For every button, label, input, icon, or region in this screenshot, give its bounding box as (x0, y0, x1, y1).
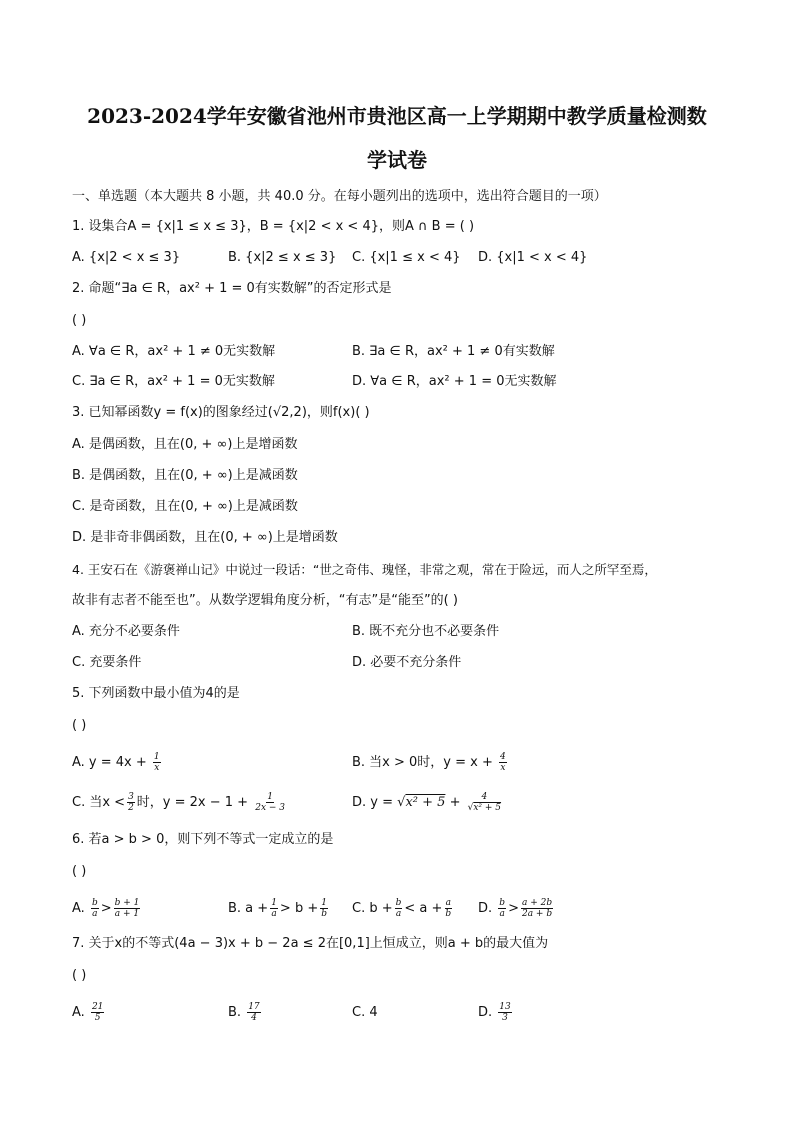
q7-a-prefix: A. (72, 1005, 85, 1020)
q5-option-d (352, 792, 504, 813)
q3-stem: 3. 已知幂函数y = f(x)的图象经过(√2,2)，则f(x)( ) (72, 405, 370, 420)
q6-d-d1: a (499, 909, 505, 919)
section-heading: 一、单选题（本大题共 8 小题，共 40.0 分。在每小题列出的选项中，选出符合题目的一项） (72, 189, 607, 204)
q6-a-frac1 (91, 898, 99, 919)
q5-b-prefix: B. 当x > 0时，y = x + (352, 755, 493, 770)
q1-option-b: B. {x|2 ≤ x ≤ 3} (228, 250, 337, 265)
q2-stem: 2. 命题“∃a ∈ R，ax² + 1 = 0有实数解”的否定形式是 (72, 281, 392, 296)
q5-d-plus: + (449, 795, 461, 810)
q6-b-n1: 1 (271, 898, 277, 908)
q5-b-num: 4 (500, 752, 506, 762)
q6-b-frac2 (320, 898, 328, 919)
q5-c-fraction (127, 792, 135, 813)
q6-a-gt: > (100, 901, 112, 916)
q5-a-prefix: A. y = 4x + (72, 755, 147, 770)
q5-c-fraction2 (254, 792, 286, 813)
q3-option-b: B. 是偶函数，且在(0, + ∞)上是减函数 (72, 468, 298, 483)
q6-c-n1: b (395, 898, 402, 908)
q6-a-d1: a (92, 909, 98, 919)
q6-b-frac1 (270, 898, 278, 919)
q1-option-c: C. {x|1 ≤ x < 4} (352, 250, 461, 265)
q6-c-d1: a (395, 909, 402, 919)
q7-option-b (228, 1002, 263, 1023)
q5-c-num2: 1 (267, 792, 273, 802)
q5-c-num: 3 (128, 792, 134, 802)
q6-d-frac1 (498, 898, 506, 919)
q5-c-den: 2 (128, 803, 134, 813)
q7-d-prefix: D. (478, 1005, 493, 1020)
q6-stem: 6. 若a > b > 0，则下列不等式一定成立的是 (72, 832, 334, 847)
q6-d-d2: 2a + b (521, 909, 553, 919)
q2-option-a: A. ∀a ∈ R，ax² + 1 ≠ 0无实数解 (72, 344, 276, 359)
q5-b-fraction (499, 752, 507, 773)
q6-c-mid: < a + (404, 901, 443, 916)
q7-b-num: 17 (248, 1002, 260, 1012)
q6-a-n2: b + 1 (114, 898, 140, 908)
q6-d-n1: b (499, 898, 506, 908)
q2-paren: ( ) (72, 313, 87, 328)
q6-d-gt: > (508, 901, 519, 916)
q4-option-c: C. 充要条件 (72, 655, 142, 670)
q7-d-den: 3 (502, 1013, 508, 1023)
q5-d-den-root: x² + 5 (473, 803, 502, 813)
q3-option-c: C. 是奇函数，且在(0, + ∞)上是减函数 (72, 499, 298, 514)
q6-a-d2: a + 1 (114, 909, 140, 919)
q5-d-num: 4 (481, 792, 488, 802)
q5-b-den: x (500, 763, 506, 773)
q2-option-d: D. ∀a ∈ R，ax² + 1 = 0无实数解 (352, 374, 557, 389)
q3-option-a: A. 是偶函数，且在(0, + ∞)上是增函数 (72, 437, 298, 452)
q5-d-sqrt: √x² + 5 (397, 795, 446, 810)
q5-option-a (72, 752, 163, 773)
q6-b-mid: > b + (279, 901, 319, 916)
q2-option-c: C. ∃a ∈ R，ax² + 1 = 0无实数解 (72, 374, 275, 389)
q7-b-fraction (247, 1002, 260, 1023)
q5-a-fraction (153, 752, 161, 773)
q6-option-a (72, 898, 142, 919)
q6-c-frac1 (395, 898, 403, 919)
q3-option-d: D. 是非奇非偶函数，且在(0, + ∞)上是增函数 (72, 530, 338, 545)
q5-d-root: x² + 5 (405, 795, 446, 810)
q5-a-num: 1 (153, 752, 160, 762)
q5-d-den: √x² + 5 (467, 803, 502, 813)
q1-stem: 1. 设集合A = {x|1 ≤ x ≤ 3}，B = {x|2 < x < 4}，则A ∩ B = ( ) (72, 219, 475, 234)
q1-option-a: A. {x|2 < x ≤ 3} (72, 250, 181, 265)
q5-d-prefix: D. y = (352, 795, 393, 810)
q2-option-b: B. ∃a ∈ R，ax² + 1 ≠ 0有实数解 (352, 344, 555, 359)
exam-title-line2: 学试卷 (367, 148, 427, 172)
q5-c-prefix: C. 当x < (72, 795, 126, 810)
q6-option-b (228, 898, 330, 919)
q6-d-n2: a + 2b (521, 898, 553, 908)
q7-paren: ( ) (72, 968, 87, 983)
q5-a-den: x (154, 763, 160, 773)
q6-c-frac2 (444, 898, 452, 919)
q7-a-num: 21 (91, 1002, 104, 1012)
q6-b-prefix: B. a + (228, 901, 269, 916)
q6-b-d1: a (271, 909, 277, 919)
q7-d-num: 13 (499, 1002, 511, 1012)
q4-stem-line2: 故非有志者不能至也”。从数学逻辑角度分析，“有志”是“能至”的( ) (72, 593, 458, 608)
q6-b-d2: b (321, 909, 327, 919)
q6-d-prefix: D. (478, 901, 493, 916)
q6-option-c (352, 898, 454, 919)
q6-c-d2: b (445, 909, 452, 919)
q7-option-c: C. 4 (352, 1005, 378, 1020)
q5-option-c (72, 792, 288, 813)
q6-c-prefix: C. b + (352, 901, 393, 916)
q7-a-fraction (91, 1002, 104, 1023)
q4-option-b: B. 既不充分也不必要条件 (352, 624, 500, 639)
q5-c-den2: 2x − 3 (255, 803, 286, 813)
q5-c-mid: 时，y = 2x − 1 + (136, 795, 249, 810)
q5-paren: ( ) (72, 718, 87, 733)
q1-option-d: D. {x|1 < x < 4} (478, 250, 588, 265)
q7-d-fraction (498, 1002, 511, 1023)
q6-a-frac2 (114, 898, 141, 919)
q6-d-frac2 (521, 898, 553, 919)
q6-a-prefix: A. (72, 901, 85, 916)
q7-b-prefix: B. (228, 1005, 242, 1020)
q5-d-fraction (467, 792, 502, 813)
q7-option-d (478, 1002, 514, 1023)
q7-stem: 7. 关于x的不等式(4a − 3)x + b − 2a ≤ 2在[0,1]上恒成立，则a + b的最大值为 (72, 936, 549, 951)
q6-a-n1: b (91, 898, 98, 908)
q7-b-den: 4 (251, 1013, 257, 1023)
q7-a-den: 5 (94, 1013, 101, 1023)
q6-paren: ( ) (72, 864, 87, 879)
q4-option-d: D. 必要不充分条件 (352, 655, 462, 670)
q6-option-d (478, 898, 555, 919)
q4-option-a: A. 充分不必要条件 (72, 624, 180, 639)
q7-option-a (72, 1002, 106, 1023)
q6-c-n2: a (445, 898, 451, 908)
q5-option-b (352, 752, 509, 773)
q6-b-n2: 1 (321, 898, 327, 908)
q4-stem-line1: 4. 王安石在《游褒禅山记》中说过一段话：“世之奇伟、瑰怪，非常之观，常在于险远，而人之所罕至焉， (72, 562, 657, 577)
exam-title-line1: 2023-2024学年安徽省池州市贵池区高一上学期期中教学质量检测数 (87, 104, 707, 128)
q5-stem: 5. 下列函数中最小值为4的是 (72, 686, 240, 701)
